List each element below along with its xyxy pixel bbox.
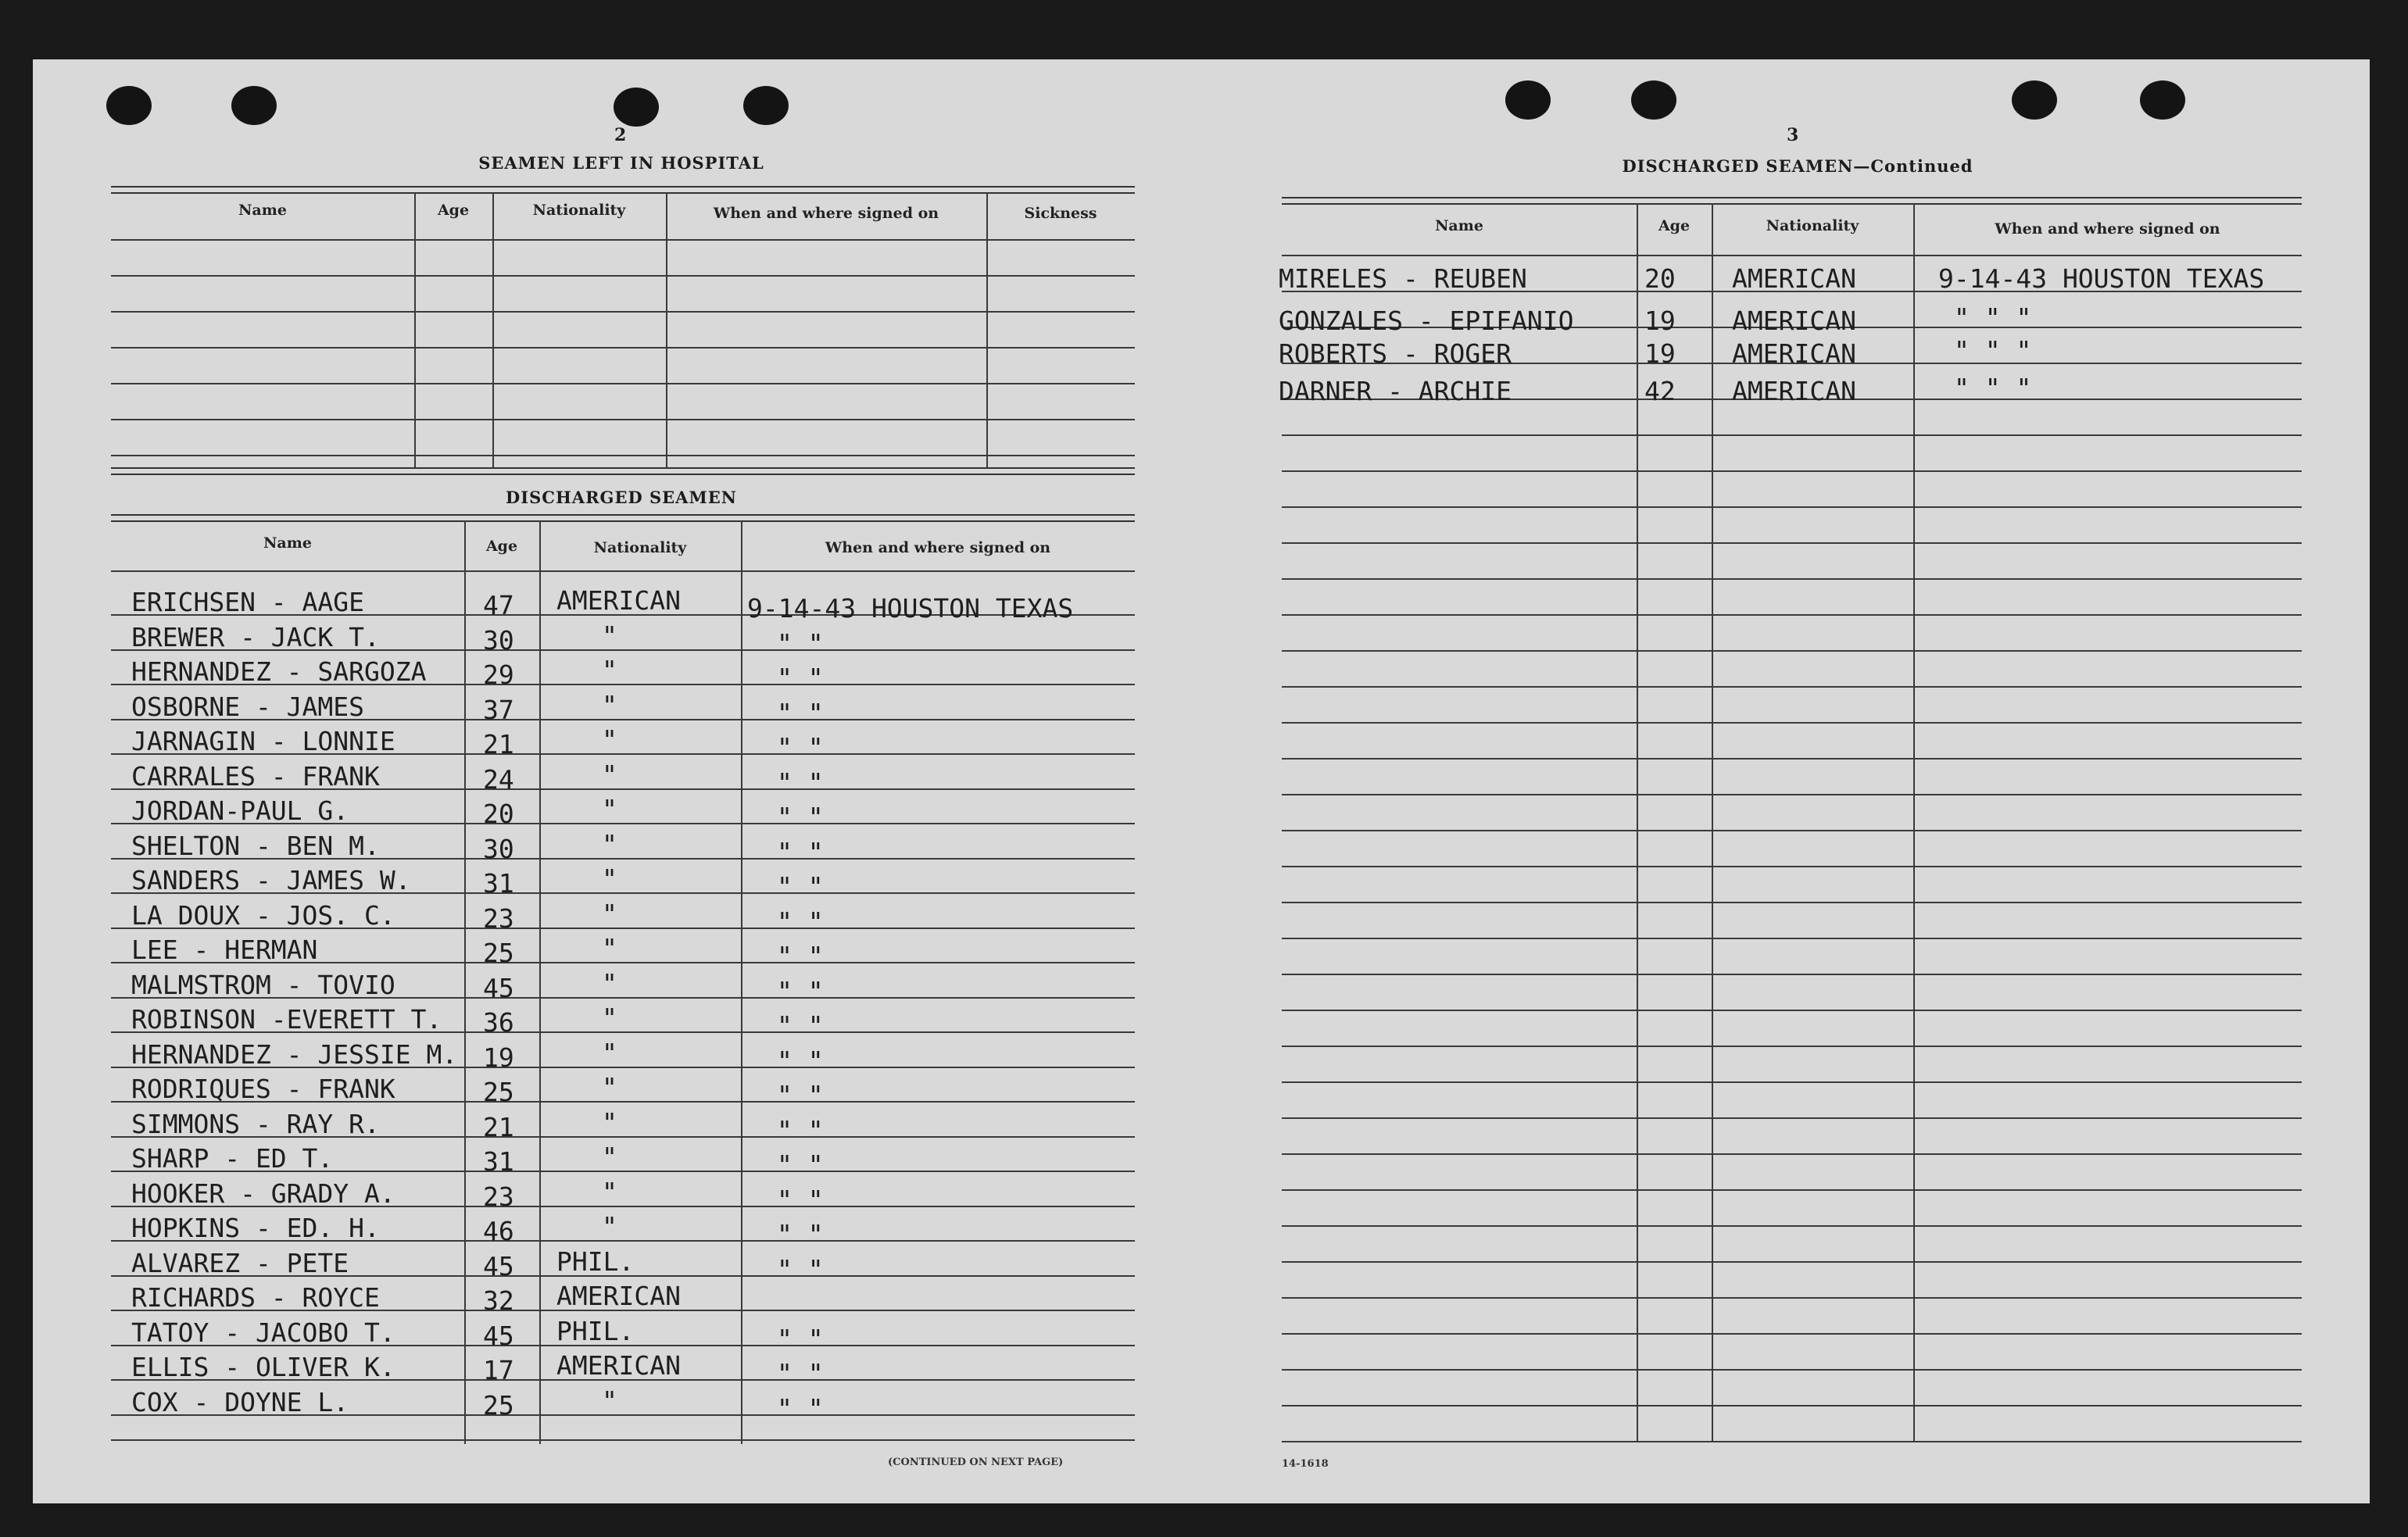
column-divider: [666, 192, 667, 467]
seaman-signed-on: " ": [777, 627, 824, 659]
seaman-nationality: PHIL.: [556, 1246, 635, 1277]
divider: [111, 467, 1135, 475]
rule: [1282, 1117, 2302, 1119]
rule: [1282, 1369, 2302, 1371]
column-divider: [1712, 203, 1713, 1441]
seaman-nationality: AMERICAN: [1732, 306, 1856, 336]
seaman-name: SHARP - ED T.: [131, 1143, 334, 1174]
punch-hole: [614, 88, 659, 127]
seaman-name: LEE - HERMAN: [131, 935, 318, 965]
seaman-age: 42: [1644, 376, 1676, 406]
rule: [1282, 1405, 2302, 1407]
right-col-signed-on: When and where signed on: [1995, 220, 2220, 238]
seaman-age: 19: [1644, 306, 1676, 336]
seaman-age: 19: [1644, 338, 1676, 369]
column-divider: [492, 192, 494, 467]
seaman-age: 45: [483, 1320, 514, 1351]
column-divider: [1913, 203, 1915, 1441]
rule: [1282, 614, 2302, 616]
seaman-name: RICHARDS - ROYCE: [131, 1282, 380, 1313]
seaman-signed-on: " ": [777, 1253, 824, 1285]
seaman-name: LA DOUX - JOS. C.: [131, 899, 395, 931]
rule: [1282, 1261, 2302, 1263]
rule: [1282, 902, 2302, 903]
rule: [1282, 578, 2302, 580]
seaman-nationality: ": [602, 1003, 617, 1033]
seaman-name: GONZALES - EPIFANIO: [1279, 306, 1574, 336]
discharged-col-age: Age: [485, 538, 518, 555]
seaman-nationality: PHIL.: [556, 1315, 635, 1346]
hospital-col-name: Name: [238, 202, 287, 219]
seaman-age: 30: [483, 833, 514, 864]
hospital-col-age: Age: [437, 202, 470, 219]
seaman-signed-on: " ": [777, 906, 824, 937]
rule: [1282, 1225, 2302, 1227]
page-number-right: 3: [1787, 125, 1799, 145]
seaman-signed-on: 9-14-43 HOUSTON TEXAS: [1938, 263, 2265, 294]
seaman-age: 17: [483, 1355, 514, 1385]
seaman-name: ERICHSEN - AAGE: [131, 587, 365, 617]
seaman-age: 31: [483, 868, 514, 899]
continued-note: (CONTINUED ON NEXT PAGE): [888, 1457, 1064, 1468]
rule: [1282, 506, 2302, 508]
seaman-name: SIMMONS - RAY R.: [131, 1108, 380, 1139]
seaman-nationality: ": [602, 759, 617, 790]
rule: [111, 275, 1135, 277]
seaman-name: JORDAN-PAUL G.: [131, 795, 349, 826]
seaman-nationality: ": [602, 967, 617, 999]
punch-hole: [1505, 80, 1551, 120]
seaman-age: 23: [483, 1181, 514, 1212]
seaman-nationality: ": [602, 1385, 617, 1416]
seaman-age: 30: [483, 624, 514, 656]
seaman-name: ROBINSON -EVERETT T.: [131, 1004, 442, 1035]
seaman-age: 29: [483, 659, 514, 690]
form-number: 14-1618: [1282, 1458, 1329, 1470]
rule: [1282, 434, 2302, 436]
seaman-signed-on: " ": [777, 1045, 824, 1076]
discharged-col-signed-on: When and where signed on: [825, 539, 1051, 556]
rule: [1282, 255, 2302, 256]
seaman-signed-on: " ": [777, 1184, 824, 1215]
seaman-nationality: ": [602, 1211, 617, 1242]
seaman-signed-on: " " ": [1954, 302, 2032, 333]
seaman-nationality: ": [602, 898, 617, 929]
seaman-signed-on: " ": [777, 767, 824, 798]
rule: [1282, 1010, 2302, 1011]
column-divider: [464, 520, 466, 1444]
seaman-name: JARNAGIN - LONNIE: [131, 726, 395, 756]
punch-hole: [1631, 80, 1676, 120]
seaman-signed-on: " ": [777, 732, 824, 763]
seaman-signed-on: " ": [777, 1323, 824, 1354]
seaman-age: 45: [483, 1250, 514, 1281]
seaman-name: SHELTON - BEN M.: [131, 830, 380, 861]
punch-hole: [106, 86, 152, 125]
seaman-signed-on: " ": [777, 871, 824, 902]
rule: [1282, 1153, 2302, 1155]
seaman-nationality: ": [602, 724, 617, 755]
column-divider: [986, 192, 988, 467]
right-col-nationality: Nationality: [1766, 217, 1859, 234]
column-divider: [1637, 203, 1638, 1441]
punch-hole: [2012, 80, 2057, 120]
seaman-signed-on: " ": [777, 697, 824, 728]
seaman-age: 45: [483, 972, 514, 1003]
right-col-age: Age: [1658, 217, 1691, 234]
seaman-signed-on: " ": [777, 941, 824, 971]
rule: [111, 570, 1135, 572]
rule: [1282, 1046, 2302, 1047]
rule: [111, 239, 1135, 241]
seaman-signed-on: " ": [777, 1149, 824, 1180]
divider: [1282, 197, 2302, 205]
seaman-signed-on: " ": [777, 1392, 824, 1424]
punch-hole: [231, 86, 277, 125]
seaman-nationality: AMERICAN: [556, 585, 681, 616]
hospital-col-nationality: Nationality: [532, 202, 626, 219]
rule: [1282, 722, 2302, 724]
column-divider: [741, 520, 742, 1444]
seaman-nationality: ": [602, 863, 617, 894]
seaman-signed-on: " " ": [1954, 335, 2032, 366]
seaman-nationality: AMERICAN: [1732, 338, 1856, 369]
seaman-signed-on: " ": [777, 975, 824, 1006]
rule: [1282, 1081, 2302, 1083]
seaman-name: SANDERS - JAMES W.: [131, 865, 411, 895]
rule: [111, 419, 1135, 420]
seaman-nationality: ": [602, 655, 617, 685]
seaman-nationality: AMERICAN: [556, 1350, 681, 1381]
seaman-nationality: ": [602, 828, 617, 860]
seaman-age: 20: [483, 799, 514, 829]
rule: [111, 1439, 1135, 1441]
hospital-section-title: SEAMEN LEFT IN HOSPITAL: [478, 153, 764, 173]
seaman-name: MIRELES - REUBEN: [1279, 263, 1527, 294]
seaman-age: 21: [483, 1111, 514, 1142]
seaman-nationality: ": [602, 1037, 617, 1068]
seaman-name: MALMSTROM - TOVIO: [131, 969, 395, 1000]
seaman-signed-on: " ": [777, 802, 824, 832]
seaman-nationality: ": [602, 689, 617, 720]
right-col-name: Name: [1435, 217, 1483, 234]
rule: [1282, 470, 2302, 472]
seaman-name: DARNER - ARCHIE: [1279, 376, 1512, 406]
seaman-name: CARRALES - FRANK: [131, 760, 380, 792]
seaman-nationality: ": [602, 620, 617, 651]
seaman-name: HOOKER - GRADY A.: [131, 1178, 395, 1209]
seaman-name: HOPKINS - ED. H.: [131, 1213, 380, 1243]
seaman-name: BREWER - JACK T.: [131, 621, 380, 652]
rule: [1282, 1297, 2302, 1299]
hospital-col-signed-on: When and where signed on: [713, 205, 939, 222]
column-divider: [414, 192, 416, 467]
rule: [111, 347, 1135, 349]
seaman-age: 32: [483, 1285, 514, 1316]
seaman-age: 47: [483, 590, 514, 620]
discharged-col-nationality: Nationality: [593, 539, 687, 556]
seaman-age: 24: [483, 763, 514, 795]
seaman-name: HERNANDEZ - JESSIE M.: [131, 1038, 458, 1070]
seaman-nationality: ": [602, 794, 617, 824]
rule: [111, 455, 1135, 456]
seaman-age: 31: [483, 1146, 514, 1177]
seaman-age: 46: [483, 1216, 514, 1246]
seaman-nationality: AMERICAN: [1732, 263, 1856, 294]
seaman-nationality: ": [602, 1142, 617, 1172]
seaman-signed-on: " ": [777, 1114, 824, 1146]
seaman-age: 25: [483, 1389, 514, 1421]
seaman-signed-on: " ": [777, 1358, 824, 1389]
seaman-name: RODRIQUES - FRANK: [131, 1074, 395, 1104]
punch-hole: [2140, 80, 2185, 120]
seaman-nationality: ": [602, 1072, 617, 1103]
seaman-age: 25: [483, 1077, 514, 1107]
discharged-section-title: DISCHARGED SEAMEN: [506, 488, 737, 507]
seaman-name: ROBERTS - ROGER: [1279, 338, 1512, 369]
rule: [1282, 1189, 2302, 1191]
seaman-signed-on: " ": [777, 1080, 824, 1110]
seaman-signed-on: " ": [777, 1219, 824, 1249]
seaman-name: TATOY - JACOBO T.: [131, 1317, 395, 1348]
seaman-age: 19: [483, 1042, 514, 1073]
hospital-col-sickness: Sickness: [1024, 205, 1097, 222]
rule: [1282, 758, 2302, 760]
seaman-age: 21: [483, 729, 514, 760]
continued-section-title: DISCHARGED SEAMEN—Continued: [1622, 156, 1973, 176]
rule: [1282, 1441, 2302, 1442]
seaman-signed-on: " " ": [1954, 373, 2032, 403]
rule: [1282, 974, 2302, 975]
seaman-nationality: ": [602, 1176, 617, 1207]
rule: [1282, 830, 2302, 831]
seaman-name: ELLIS - OLIVER K.: [131, 1352, 395, 1382]
rule: [1282, 542, 2302, 544]
discharged-col-name: Name: [263, 534, 312, 552]
seaman-name: OSBORNE - JAMES: [131, 691, 365, 722]
divider: [111, 514, 1135, 522]
rule: [1282, 686, 2302, 688]
seaman-nationality: AMERICAN: [556, 1281, 681, 1311]
seaman-nationality: ": [602, 1106, 617, 1138]
seaman-name: ALVAREZ - PETE: [131, 1247, 349, 1278]
rule: [111, 311, 1135, 313]
seaman-signed-on: " ": [777, 1010, 824, 1041]
seaman-age: 37: [483, 694, 514, 725]
column-divider: [539, 520, 541, 1444]
seaman-name: HERNANDEZ - SARGOZA: [131, 656, 427, 687]
seaman-signed-on: " ": [777, 836, 824, 867]
seaman-name: COX - DOYNE L.: [131, 1386, 349, 1417]
divider: [111, 186, 1135, 194]
rule: [111, 383, 1135, 384]
seaman-age: 23: [483, 903, 514, 934]
seaman-age: 20: [1644, 263, 1676, 294]
seaman-signed-on: " ": [777, 663, 824, 693]
rule: [1282, 866, 2302, 867]
page-number-left: 2: [614, 125, 627, 145]
rule: [1282, 794, 2302, 795]
rule: [1282, 938, 2302, 939]
rule: [1282, 1333, 2302, 1335]
seaman-nationality: AMERICAN: [1732, 376, 1856, 406]
seaman-nationality: ": [602, 933, 617, 963]
punch-hole: [743, 86, 789, 125]
seaman-age: 25: [483, 938, 514, 968]
seaman-signed-on: 9-14-43 HOUSTON TEXAS: [747, 593, 1074, 624]
rule: [1282, 650, 2302, 652]
seaman-age: 36: [483, 1007, 514, 1038]
